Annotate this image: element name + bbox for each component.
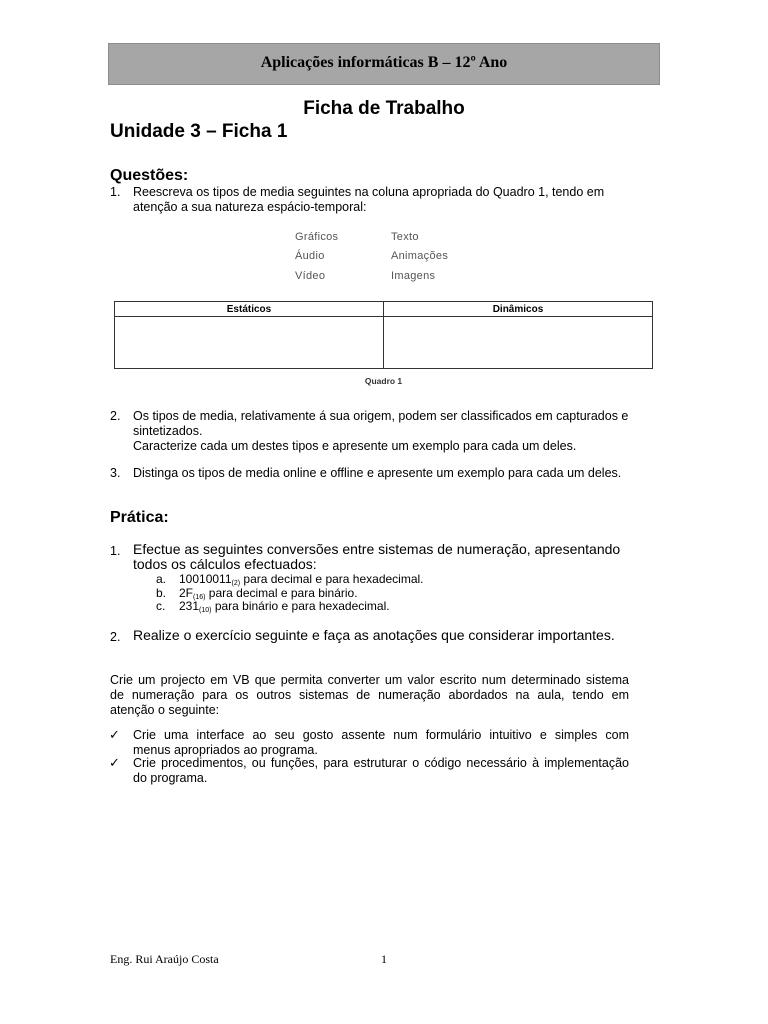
item-base: (2) bbox=[231, 580, 241, 587]
project-paragraph bbox=[110, 673, 629, 718]
item-base: (16) bbox=[193, 594, 206, 601]
check-item-line2: menus apropriados ao programa. bbox=[133, 743, 318, 757]
column-header-estaticos: Estáticos bbox=[115, 302, 384, 317]
paragraph-line1: Crie um projecto em VB que permita converter um valor escrito num determinado sistema bbox=[110, 673, 629, 687]
item-value: 10010011 bbox=[179, 572, 232, 586]
check-item-line1: Crie uma interface ao seu gosto assente num formulário intuitivo e simples com bbox=[133, 728, 629, 742]
item-text: para decimal e para binário. bbox=[205, 586, 358, 600]
q2-line3: Caracterize cada um destes tipos e apresente um exemplo para cada um deles. bbox=[133, 439, 577, 453]
document-title: Ficha de Trabalho bbox=[303, 98, 465, 119]
p1-item-c bbox=[179, 600, 390, 613]
media-item: Texto bbox=[391, 231, 419, 243]
q2-line2: sintetizados. bbox=[133, 424, 203, 438]
media-item: Gráficos bbox=[295, 231, 339, 243]
paragraph-line2: de numeração para os outros sistemas de numeração abordados na aula, tendo em bbox=[110, 688, 629, 702]
check-item bbox=[133, 756, 629, 786]
column-header-dinamicos: Dinâmicos bbox=[384, 302, 653, 317]
media-item: Áudio bbox=[295, 250, 325, 262]
p1-item-letter: c. bbox=[156, 599, 166, 613]
p1-line2: todos os cálculos efectuados: bbox=[133, 556, 317, 572]
checkmark-icon: ✓ bbox=[109, 755, 120, 770]
item-base: (10) bbox=[199, 607, 212, 614]
p1-item-a bbox=[179, 573, 424, 586]
p1-line1: Efectue as seguintes conversões entre sistemas de numeração, apresentando bbox=[133, 541, 621, 557]
footer-author: Eng. Rui Araújo Costa bbox=[110, 952, 219, 966]
table-caption: Quadro 1 bbox=[364, 376, 403, 386]
header-title: Aplicações informáticas B – 12º Ano bbox=[260, 54, 508, 71]
pratica-heading: Prática: bbox=[110, 509, 169, 526]
item-text: para binário e para hexadecimal. bbox=[211, 599, 390, 613]
dinamicos-cell[interactable] bbox=[384, 317, 653, 369]
quadro-1-table bbox=[114, 301, 653, 369]
q1-text bbox=[133, 185, 653, 215]
item-text: para decimal e para hexadecimal. bbox=[240, 572, 424, 586]
q2-number: 2. bbox=[110, 409, 121, 423]
item-value: 231 bbox=[179, 599, 200, 613]
estaticos-cell[interactable] bbox=[115, 317, 384, 369]
q3-number: 3. bbox=[110, 466, 121, 480]
item-value: 2F bbox=[179, 586, 194, 600]
questoes-heading: Questões: bbox=[110, 167, 189, 184]
q1-line1: Reescreva os tipos de media seguintes na coluna apropriada do Quadro 1, tendo em bbox=[133, 185, 605, 199]
q1-number: 1. bbox=[110, 185, 121, 199]
q3-text: Distinga os tipos de media online e offline e apresente um exemplo para cada um deles. bbox=[133, 466, 622, 480]
unit-title: Unidade 3 – Ficha 1 bbox=[110, 121, 288, 142]
p1-number: 1. bbox=[110, 544, 121, 558]
p2-text: Realize o exercício seguinte e faça as anotações que considerar importantes. bbox=[133, 627, 615, 643]
check-item-line2: do programa. bbox=[133, 771, 208, 785]
page-number: 1 bbox=[381, 952, 387, 966]
q1-line2: atenção a sua natureza espácio-temporal: bbox=[133, 200, 367, 214]
paragraph-line3: atenção o seguinte: bbox=[110, 703, 220, 717]
p1-item-letter: a. bbox=[156, 572, 167, 586]
check-item bbox=[133, 728, 629, 758]
p1-item-letter: b. bbox=[156, 586, 167, 600]
media-item: Imagens bbox=[391, 270, 436, 282]
q2-text bbox=[133, 409, 653, 454]
p2-number: 2. bbox=[110, 630, 121, 644]
check-item-line1: Crie procedimentos, ou funções, para estruturar o código necessário à implementação bbox=[133, 756, 629, 770]
checkmark-icon: ✓ bbox=[109, 727, 120, 742]
p1-text bbox=[133, 542, 653, 572]
media-item: Vídeo bbox=[295, 270, 326, 282]
q2-line1: Os tipos de media, relativamente á sua origem, podem ser classificados em capturados e bbox=[133, 409, 629, 423]
media-item: Animações bbox=[391, 250, 449, 262]
